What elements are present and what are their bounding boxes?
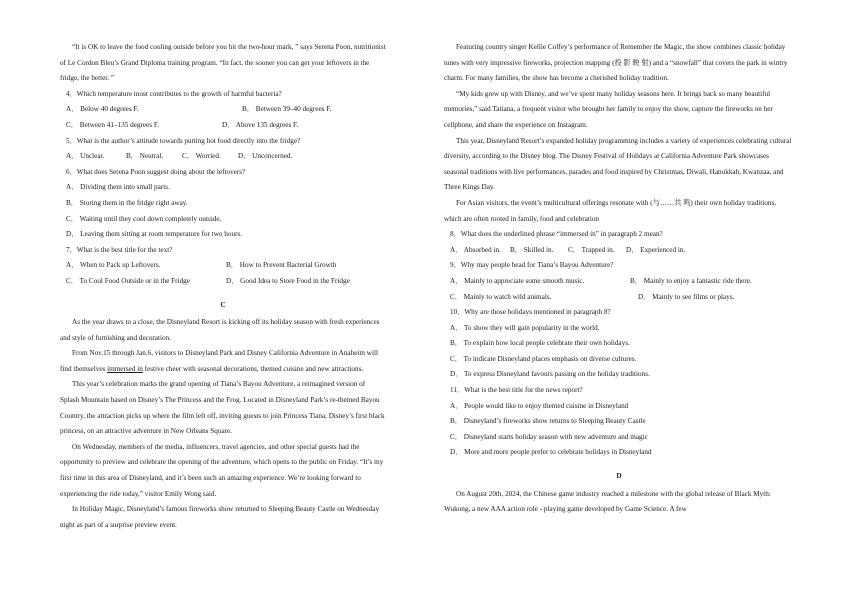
- question-4: 4．Which temperature most contributes to the growth of harmful bacteria?: [66, 89, 282, 98]
- underlined-phrase: immersed in: [107, 364, 143, 373]
- paragraph: For Asian visitors, the event’s multicultural offerings resonate with (与……共 鸣) their own holiday traditions, which are often rooted in family, food and celebration: [444, 198, 777, 223]
- option-b: B． Mainly to enjoy a fantastic ride there.: [630, 276, 752, 285]
- paragraph: On August 20th, 2024, the Chinese game industry reached a milestone with the global release of Black Myth: Wukong, a new AAA action role - playing game developed by Game Science. A few: [444, 489, 771, 514]
- option-a: A． Below 40 degrees F.: [66, 105, 139, 114]
- option-d: D． More and more people prefer to celebrate holidays in Disneyland: [450, 448, 652, 457]
- paragraph: In Holiday Magic, Disneyland’s famous fireworks show returned to Sleeping Beauty Castle on Wednesday night as part of a surprise preview event.: [60, 505, 380, 529]
- paragraph: “My kids grew up with Disney, and we’ve spent many holiday seasons here. It brings back so many beautiful memories,” said Tatiana, a frequent visitor who brought her family to enjoy the show, capture the fireworks on her cellphone, and share the experience on Instagram.: [444, 89, 773, 129]
- left-column: [60, 40, 386, 533]
- option-c: C． Waiting until they cool down completely outside.: [66, 214, 222, 223]
- option-a: A． People would like to enjoy themed cuisine in Disneyland: [450, 401, 629, 410]
- right-column: [444, 40, 794, 518]
- options-row: [444, 243, 794, 259]
- options-row: [60, 274, 386, 290]
- option-a: A． To show they will gain popularity in the world.: [450, 323, 600, 332]
- option-b: B． Skilled in.: [510, 245, 554, 254]
- option-c: C． To Cool Food Outside or in the Fridge: [66, 276, 190, 285]
- options-row: [444, 274, 794, 290]
- option-b: B． Storing them in the fridge right away.: [66, 198, 188, 207]
- option-b: B． Disneyland’s fireworks show returns to Sleeping Beauty Castle: [450, 417, 646, 426]
- question-6: 6．What does Serena Poon suggest doing about the leftovers?: [66, 167, 246, 176]
- option-c: C． Between 41–135 degrees F.: [66, 120, 160, 129]
- paragraph-text: festive cheer with seasonal decorations, themed cuisine and new attractions.: [142, 364, 364, 373]
- option-d: D． Experienced in.: [626, 245, 686, 254]
- option-d: D． To express Disneyland favours passing on the holiday traditions.: [450, 370, 650, 379]
- option-d: D． Leaving them sitting at room temperature for two hours.: [66, 230, 243, 239]
- option-d: D． Good Idea to Store Food in the Fridge: [226, 276, 350, 285]
- paragraph: On Wednesday, members of the media, influencers, travel agencies, and other special guests had the opportunity to preview and celebrate the opening of the adventure, which opens to the public on Friday. “It’s my first time in this area of Disneyland, and it’s been such an amazing experience. We’re looking forward to experiencing the ride today,” visitor Emily Wong said.: [60, 442, 384, 498]
- paragraph: This year’s celebration marks the grand opening of Tiana’s Bayou Adventure, a reimagined version of Splash Mountain based on Disney’s The Princess and the Frog. Located in Disneyland Park’s re-themed Bayou Country, the attraction picks up where the film left off, inviting guests to join Princess Tiana, Disney’s first black princess, on an attractive adventure in New Orleans Square.: [60, 380, 385, 436]
- question-8: 8．What does the underlined phrase “immersed in” in paragraph 2 mean?: [450, 230, 663, 239]
- option-c: C． Worried.: [182, 152, 221, 161]
- paragraph: As the year draws to a close, the Disneyland Resort is kicking off its holiday season with fresh experiences and style of furnishing and decoration.: [60, 318, 380, 342]
- option-c: C． Disneyland starts holiday season with new adventure and magic: [450, 432, 648, 441]
- paragraph-text: From Nov.15 through Jan.6, visitors to Disneyland Park and Disney California Adventure in Anaheim will find themselves: [60, 349, 378, 373]
- options-row: [60, 102, 386, 118]
- question-11: 11．What is the best title for the news report?: [450, 386, 583, 395]
- option-a: A． Unclear.: [66, 152, 105, 161]
- option-a: A． Dividing them into small parts.: [66, 183, 170, 192]
- paragraph: Featuring country singer Kellie Coffey’s performance of Remember the Magic, the show combines classic holiday tunes with very impressive fireworks, projection mapping (投 影 映 射) and a “snowfall” that covers the park in wintry charm. For many families, the show has become a cherished holiday tradition.: [444, 43, 788, 83]
- section-heading-c: C: [220, 300, 226, 309]
- option-c: C． Mainly to watch wild animals.: [450, 292, 552, 301]
- option-b: B． How to Prevent Bacterial Growth: [226, 261, 337, 270]
- option-d: D． Above 135 degrees F.: [222, 120, 299, 129]
- question-5: 5．What is the author’s attitude towards putting hot food directly into the fridge?: [66, 136, 301, 145]
- option-a: A． Absorbed in.: [450, 245, 501, 254]
- question-10: 10．Why are those holidays mentioned in paragraph 8?: [450, 308, 611, 317]
- option-b: B． To explain how local people celebrate their own holidays.: [450, 339, 630, 348]
- option-a: A． When to Pack up Leftovers.: [66, 261, 161, 270]
- option-b: B． Neutral.: [126, 152, 164, 161]
- options-row: [60, 149, 386, 165]
- section-heading-d: D: [616, 472, 622, 481]
- options-row: [60, 118, 386, 134]
- question-9: 9．Why may people head for Tiana’s Bayou Adventure?: [450, 261, 614, 270]
- paragraph: This year, Disneyland Resort’s expanded holiday programming includes a variety of experiences celebrating cultural diversity, according to the Disney blog. The Disney Festival of Holidays at California Adventure Park showcases seasonal traditions with live performances, parades and food inspired by Christmas, Diwali, Hanukkah, Kwanzaa, and Three Kings Day.: [444, 136, 792, 192]
- paragraph: [60, 346, 386, 377]
- option-b: B． Between 39–40 degrees F.: [242, 105, 332, 114]
- question-7: 7．What is the best title for the text?: [66, 245, 173, 254]
- option-c: C． Trapped in.: [568, 245, 615, 254]
- options-row: [60, 258, 386, 274]
- option-d: D． Mainly to see films or plays.: [638, 292, 735, 301]
- option-c: C． To indicate Disneyland places emphasis on diverse cultures.: [450, 354, 637, 363]
- option-d: D． Unconcerned.: [238, 152, 293, 161]
- options-row: [444, 290, 794, 306]
- paragraph: “It is OK to leave the food cooling outside before you hit the two-hour mark, ” says Serena Poon, nutritionist of Le Cordon Bleu’s Grand Diploma training program. “In fact, the sooner you can get your leftovers in the fridge, the better. ”: [60, 43, 386, 83]
- option-a: A． Mainly to appreciate some smooth music.: [450, 276, 585, 285]
